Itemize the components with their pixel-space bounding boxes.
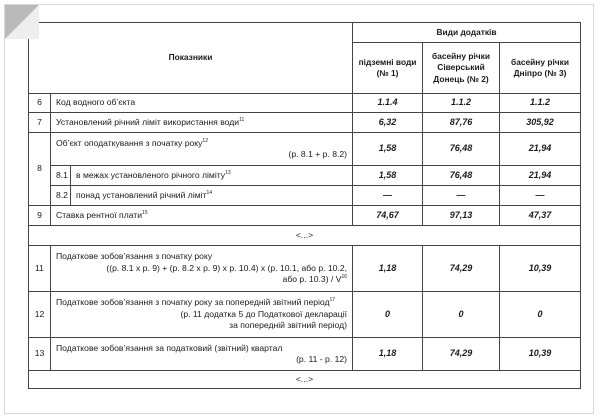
row-number: 12: [29, 292, 51, 338]
row-formula: ((р. 8.1 х р. 9) + (р. 8.2 х р. 9) х р. 10.4) х (р. 10.1, або р. 10.2,: [106, 262, 348, 273]
value-cell: —: [423, 186, 500, 206]
value-cell: 0: [500, 292, 581, 338]
row-label: в межах установленого річного ліміту$^{13}$: [71, 166, 353, 186]
row-label: Податкове зобов’язання за податковий (звітний) квартал (р. 11 - р. 12): [51, 338, 353, 371]
row-label: Об’єкт оподаткування з початку року$^{12}$ (р. 8.1 + р. 8.2): [51, 133, 353, 166]
row-formula: за попередній звітний період): [229, 320, 348, 331]
value-cell: 6,32: [353, 113, 423, 133]
value-cell: 74,29: [423, 338, 500, 371]
row-number: 6: [29, 94, 51, 113]
row-subnumber: 8.1: [51, 166, 71, 186]
page-fold-flap: [5, 5, 39, 39]
row-formula: (р. 8.1 + р. 8.2): [288, 149, 348, 159]
row-number: 11: [29, 246, 51, 292]
value-cell: 1.1.2: [423, 94, 500, 113]
row-formula: (р. 11 додатка 5 до Податкової декларації: [180, 308, 348, 319]
tax-declaration-table: [28, 22, 581, 389]
row-label: понад установлений річний ліміт$^{14}$: [71, 186, 353, 206]
value-cell: 1,58: [353, 166, 423, 186]
row-number: 13: [29, 338, 51, 371]
table-row: [29, 186, 581, 206]
table-row: [29, 292, 581, 338]
value-cell: 1,18: [353, 246, 423, 292]
value-cell: 21,94: [500, 133, 581, 166]
value-cell: 0: [423, 292, 500, 338]
value-cell: 10,39: [500, 338, 581, 371]
value-cell: —: [500, 186, 581, 206]
row-label: Код водного об’єкта: [51, 94, 353, 113]
value-cell: 10,39: [500, 246, 581, 292]
value-cell: 0: [353, 292, 423, 338]
value-cell: —: [353, 186, 423, 206]
omitted-rows-marker: <...>: [29, 226, 581, 246]
table-row: [29, 226, 581, 246]
table-row: [29, 166, 581, 186]
table-row: [29, 371, 581, 389]
row-label: Ставка рентної плати$^{15}$: [51, 206, 353, 226]
value-cell: 1.1.2: [500, 94, 581, 113]
document-sheet: [4, 4, 594, 414]
table-row: [29, 338, 581, 371]
row-label: Податкове зобов’язання з початку року за попередній звітний період$^{17}$ (р. 11 додатка 5 до Податкової декларації за попередній звітний період): [51, 292, 353, 338]
row-number: 8: [29, 133, 51, 206]
row-formula: або р. $10.3) / V^{16}$: [282, 274, 348, 285]
header-group: Види додатків: [353, 23, 581, 43]
value-cell: 21,94: [500, 166, 581, 186]
header-indicators: Показники: [29, 23, 353, 94]
table-row: [29, 94, 581, 113]
row-label: Установлений річний ліміт використання води$^{11}$: [51, 113, 353, 133]
table-row: [29, 206, 581, 226]
value-cell: 76,48: [423, 166, 500, 186]
value-cell: 74,67: [353, 206, 423, 226]
row-subnumber: 8.2: [51, 186, 71, 206]
value-cell: 76,48: [423, 133, 500, 166]
header-col-1: підземні води (№ 1): [353, 43, 423, 94]
value-cell: 1,18: [353, 338, 423, 371]
value-cell: 87,76: [423, 113, 500, 133]
value-cell: 74,29: [423, 246, 500, 292]
value-cell: 47,37: [500, 206, 581, 226]
value-cell: 97,13: [423, 206, 500, 226]
omitted-rows-marker: <...>: [29, 371, 581, 389]
value-cell: 305,92: [500, 113, 581, 133]
header-col-3: басейну річки Дніпро (№ 3): [500, 43, 581, 94]
table-row: [29, 133, 581, 166]
row-number: 9: [29, 206, 51, 226]
value-cell: 1,58: [353, 133, 423, 166]
table-row: [29, 246, 581, 292]
table-row: [29, 113, 581, 133]
row-formula: (р. 11 - р. 12): [296, 354, 348, 364]
value-cell: 1.1.4: [353, 94, 423, 113]
row-number: 7: [29, 113, 51, 133]
row-label: Податкове зобов’язання з початку року ((р. 8.1 х р. 9) + (р. 8.2 х р. 9) х р. 10.4) х (р. 10.1, або р. 10.2, або р. $10.3) / V^{16}$: [51, 246, 353, 292]
header-col-2: басейну річки Сіверський Донець (№ 2): [423, 43, 500, 94]
